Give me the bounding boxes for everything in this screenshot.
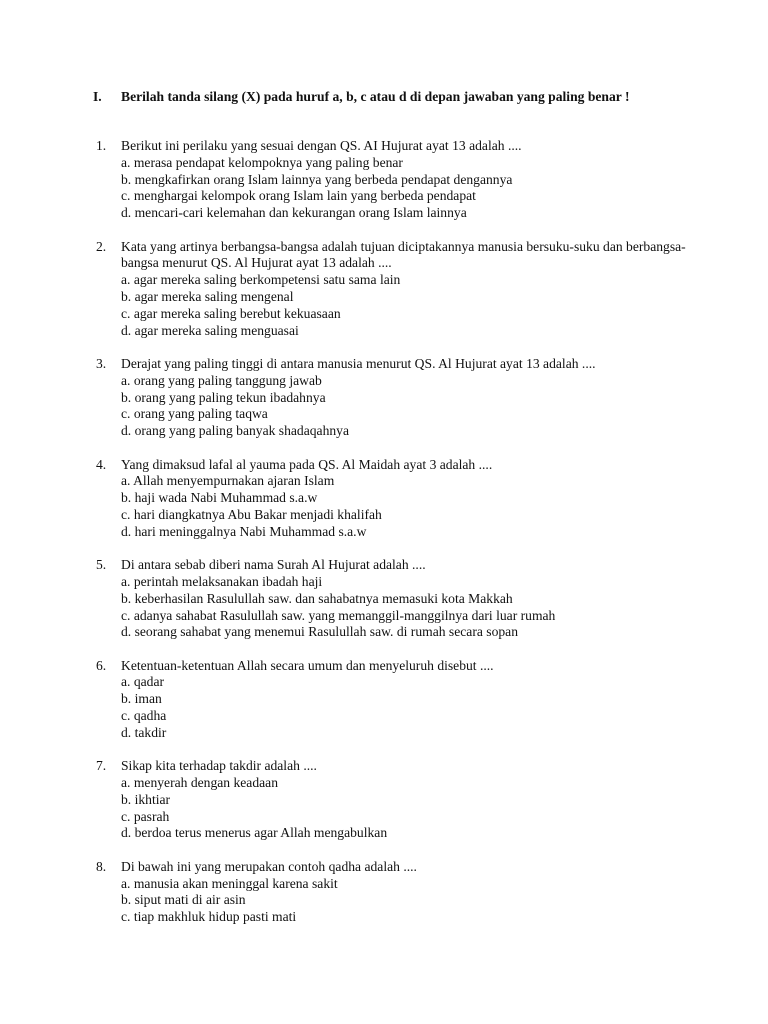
answer-option: d. agar mereka saling menguasai [121,322,299,338]
answer-option: b. mengkafirkan orang Islam lainnya yang berbeda pendapat dengannya [121,171,513,187]
question-stem: Ketentuan-ketentuan Allah secara umum dan menyeluruh disebut .... [121,657,494,673]
question-body [121,356,696,440]
question-item [96,859,696,926]
question-number: 1. [96,138,107,153]
answer-option: d. takdir [121,724,167,740]
answer-option: b. keberhasilan Rasulullah saw. dan sahabatnya memasuki kota Makkah [121,590,513,606]
answer-option: b. agar mereka saling mengenal [121,288,294,304]
question-stem: Berikut ini perilaku yang sesuai dengan QS. AI Hujurat ayat 13 adalah .... [121,138,522,153]
question-stem: Derajat yang paling tinggi di antara manusia menurut QS. Al Hujurat ayat 13 adalah .... [121,355,596,371]
question-stem: Di bawah ini yang merupakan contoh qadha adalah .... [121,858,417,874]
answer-option: a. orang yang paling tanggung jawab [121,372,322,388]
question-item [96,239,696,340]
answer-option: a. agar mereka saling berkompetensi satu sama lain [121,272,401,288]
answer-option: a. Allah menyempurnakan ajaran Islam [121,473,335,489]
question-stem: Kata yang artinya berbangsa-bangsa adalah tujuan diciptakannya manusia bersuku-suku dan berbangsa-bangsa menurut QS. Al Hujurat ayat 13 adalah .... [121,238,686,271]
answer-option: b. ikhtiar [121,791,171,807]
answer-option: a. perintah melaksanakan ibadah haji [121,573,323,589]
answer-option: c. tiap makhluk hidup pasti mati [121,909,297,925]
question-body [121,758,696,842]
section-instruction: Berilah tanda silang (X) pada huruf a, b, c atau d di depan jawaban yang paling benar ! [121,89,630,104]
answer-option: d. seorang sahabat yang menemui Rasulullah saw. di rumah secara sopan [121,624,518,640]
question-body [121,138,696,222]
answer-option: c. qadha [121,708,167,724]
answer-option: a. qadar [121,674,165,690]
question-stem: Di antara sebab diberi nama Surah Al Hujurat adalah .... [121,557,426,573]
question-item [96,758,696,842]
answer-option: d. mencari-cari kelemahan dan kekurangan orang Islam lainnya [121,205,467,221]
answer-option: a. manusia akan meninggal karena sakit [121,875,338,891]
question-number: 5. [96,557,107,573]
question-body [121,239,696,340]
question-number: 7. [96,758,107,774]
question-item [96,457,696,541]
question-stem: Yang dimaksud lafal al yauma pada QS. Al Maidah ayat 3 adalah .... [121,456,493,472]
answer-option: b. siput mati di air asin [121,892,246,908]
answer-option: c. pasrah [121,808,170,824]
question-body [121,859,696,926]
question-item [96,557,696,641]
answer-option: c. orang yang paling taqwa [121,406,268,422]
answer-option: a. menyerah dengan keadaan [121,775,278,791]
answer-option: c. menghargai kelompok orang Islam lain yang berbeda pendapat [121,188,476,204]
section-number: I. [93,89,102,104]
answer-option: c. hari diangkatnya Abu Bakar menjadi khalifah [121,506,382,522]
question-item [96,658,696,742]
question-body [121,658,696,742]
answer-option: b. haji wada Nabi Muhammad s.a.w [121,490,318,506]
answer-option: c. agar mereka saling berebut kekuasaan [121,305,341,321]
answer-option: d. orang yang paling banyak shadaqahnya [121,423,350,439]
answer-option: a. merasa pendapat kelompoknya yang paling benar [121,154,403,170]
answer-option: b. iman [121,691,162,707]
question-body [121,557,696,641]
question-number: 3. [96,355,107,371]
question-item [96,356,696,440]
question-item [96,138,696,222]
answer-option: d. berdoa terus menerus agar Allah mengabulkan [121,825,388,841]
answer-option: b. orang yang paling tekun ibadahnya [121,389,326,405]
question-list [96,138,696,943]
question-number: 6. [96,657,107,673]
question-stem: Sikap kita terhadap takdir adalah .... [121,758,317,774]
answer-option: d. hari meninggalnya Nabi Muhammad s.a.w [121,523,367,539]
answer-option: c. adanya sahabat Rasulullah saw. yang memanggil-manggilnya dari luar rumah [121,607,556,623]
question-number: 2. [96,238,107,254]
question-number: 4. [96,456,107,472]
section-header [93,89,693,106]
question-number: 8. [96,858,107,874]
question-body [121,457,696,541]
